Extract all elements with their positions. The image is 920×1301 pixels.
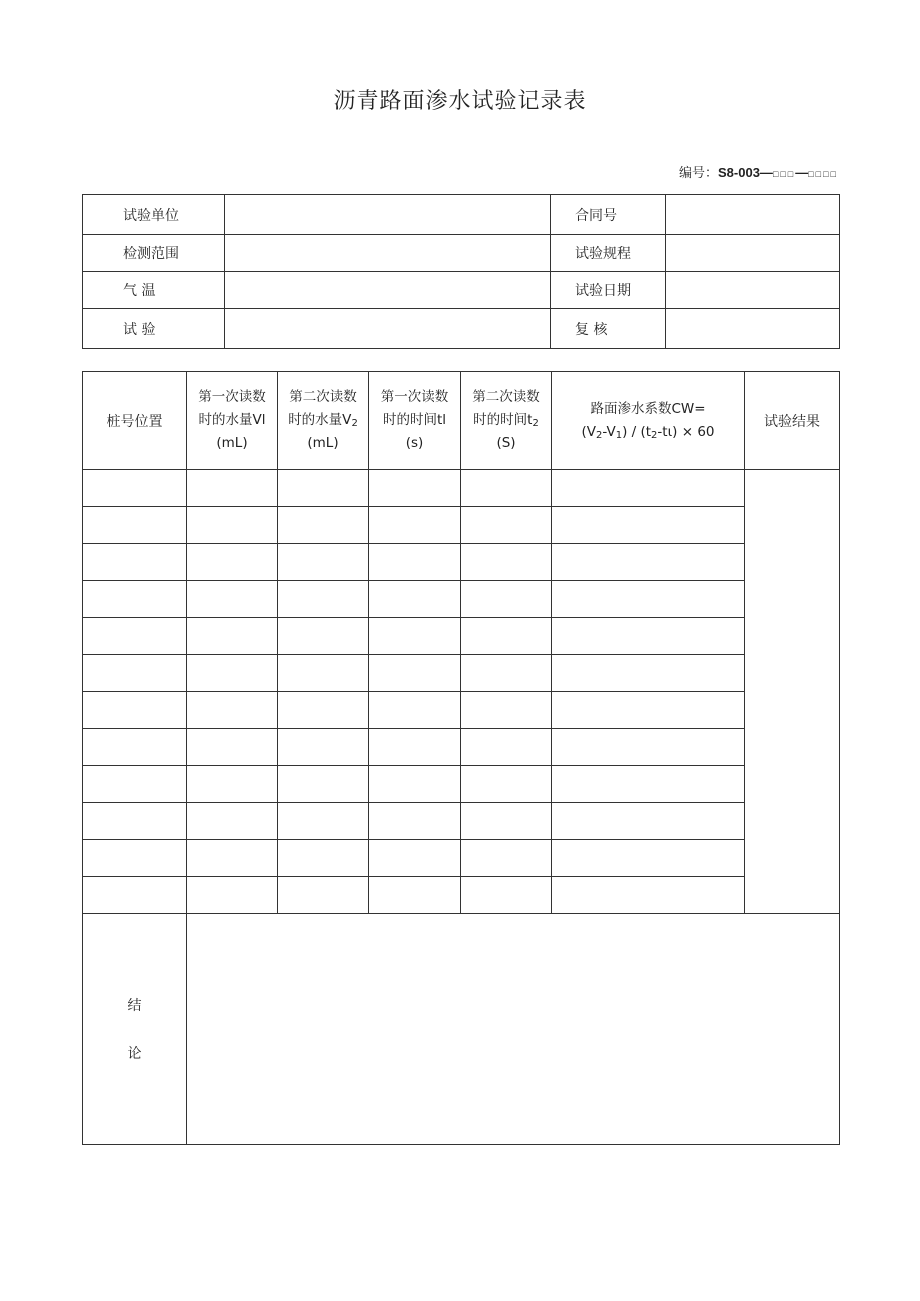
cw-cell[interactable] (552, 507, 745, 544)
data-table (82, 371, 840, 1145)
v1-cell[interactable] (187, 803, 278, 840)
cw-p1: (V (581, 423, 596, 440)
v1-cell[interactable] (187, 729, 278, 766)
t2-cell[interactable] (461, 840, 552, 877)
date-field[interactable] (666, 272, 840, 309)
col-cw-formula (552, 421, 744, 444)
t1-cell[interactable] (369, 877, 461, 914)
t1-cell[interactable] (369, 840, 461, 877)
col-v2-line3: (mL) (307, 435, 339, 451)
temp-field[interactable] (225, 272, 551, 309)
conclusion-char-1: 结 (127, 998, 142, 1014)
col-v2-sub: 2 (351, 418, 358, 429)
t1-cell[interactable] (369, 470, 461, 507)
contract-field[interactable] (666, 195, 840, 235)
v2-cell[interactable] (278, 729, 369, 766)
cw-cell[interactable] (552, 840, 745, 877)
col-v1-line2: 时的水量Vl (198, 412, 266, 428)
col-v2-line2-text: 时的水量V (288, 412, 352, 428)
col-v1-line3: (mL) (216, 435, 248, 451)
col-v2-line2 (278, 409, 368, 432)
v1-cell[interactable] (187, 840, 278, 877)
t2-cell[interactable] (461, 507, 552, 544)
v1-cell[interactable] (187, 877, 278, 914)
t2-cell[interactable] (461, 766, 552, 803)
col-t1-line3: (s) (405, 435, 424, 451)
t1-cell[interactable] (369, 803, 461, 840)
table-row (83, 544, 840, 581)
conclusion-char-2: 论 (127, 1046, 142, 1062)
code-separator: — (795, 165, 809, 180)
col-t1-line1: 第一次读数 (380, 389, 449, 405)
cw-p3: ) / (t (622, 423, 652, 440)
cw-cell[interactable] (552, 803, 745, 840)
cw-cell[interactable] (552, 618, 745, 655)
station-cell[interactable] (83, 507, 187, 544)
table-row (83, 766, 840, 803)
t1-cell[interactable] (369, 544, 461, 581)
t1-cell[interactable] (369, 655, 461, 692)
col-t2-sub: 2 (532, 418, 539, 429)
col-t2-line2-text: 时的时间t (473, 412, 533, 428)
station-cell[interactable] (83, 544, 187, 581)
t2-cell[interactable] (461, 803, 552, 840)
station-cell[interactable] (83, 840, 187, 877)
v2-cell[interactable] (278, 692, 369, 729)
code-number: S8-003— (718, 165, 773, 180)
t1-cell[interactable] (369, 692, 461, 729)
table-row (83, 655, 840, 692)
table-row (83, 692, 840, 729)
col-cw-line1: 路面渗水系数CW= (590, 400, 706, 417)
review-label: 复 核 (551, 309, 666, 349)
cw-s3: 2 (651, 429, 658, 441)
col-t2-line3: (S) (496, 435, 516, 451)
v1-cell[interactable] (187, 766, 278, 803)
station-cell[interactable] (83, 692, 187, 729)
v2-cell[interactable] (278, 581, 369, 618)
t1-cell[interactable] (369, 581, 461, 618)
conclusion-field[interactable] (187, 914, 840, 1145)
t2-cell[interactable] (461, 729, 552, 766)
v1-cell[interactable] (187, 470, 278, 507)
conclusion-label (83, 914, 187, 1145)
result-cell[interactable] (745, 470, 840, 914)
cw-p2: -V (602, 423, 616, 440)
temp-label: 气 温 (83, 272, 225, 309)
col-v1-line1: 第一次读数 (198, 389, 266, 405)
col-v1 (187, 372, 278, 470)
contract-label: 合同号 (551, 195, 666, 235)
v2-cell[interactable] (278, 544, 369, 581)
cw-cell[interactable] (552, 766, 745, 803)
code-boxes-2: □□□□ (808, 169, 838, 179)
t1-cell[interactable] (369, 766, 461, 803)
table-row (83, 803, 840, 840)
cw-cell[interactable] (552, 729, 745, 766)
info-table (82, 194, 840, 349)
range-field[interactable] (225, 235, 551, 272)
page-title: 沥青路面渗水试验记录表 (333, 89, 587, 114)
t2-cell[interactable] (461, 618, 552, 655)
station-cell[interactable] (83, 729, 187, 766)
v1-cell[interactable] (187, 692, 278, 729)
cw-s1: 2 (596, 429, 603, 441)
v2-cell[interactable] (278, 507, 369, 544)
v1-cell[interactable] (187, 544, 278, 581)
table-row (83, 470, 840, 507)
col-t1 (369, 372, 461, 470)
test-field[interactable] (225, 309, 551, 349)
table-row (83, 618, 840, 655)
unit-field[interactable] (225, 195, 551, 235)
cw-cell[interactable] (552, 470, 745, 507)
table-row (83, 877, 840, 914)
station-cell[interactable] (83, 618, 187, 655)
col-t2-line2 (461, 409, 551, 432)
t1-cell[interactable] (369, 618, 461, 655)
t2-cell[interactable] (461, 655, 552, 692)
table-row (83, 729, 840, 766)
v2-cell[interactable] (278, 803, 369, 840)
col-t2 (461, 372, 552, 470)
col-cw (552, 372, 745, 470)
station-cell[interactable] (83, 581, 187, 618)
station-cell[interactable] (83, 470, 187, 507)
cw-cell[interactable] (552, 655, 745, 692)
spec-field[interactable] (666, 235, 840, 272)
test-label: 试 验 (83, 309, 225, 349)
v2-cell[interactable] (278, 877, 369, 914)
col-t1-line2: 时的时间tl (382, 412, 447, 428)
code-boxes-1: □□□ (772, 169, 796, 179)
form-code (679, 162, 838, 181)
cw-cell[interactable] (552, 581, 745, 618)
v2-cell[interactable] (278, 470, 369, 507)
col-station: 桩号位置 (83, 372, 187, 470)
v1-cell[interactable] (187, 655, 278, 692)
t2-cell[interactable] (461, 544, 552, 581)
col-result: 试验结果 (745, 372, 840, 470)
t2-cell[interactable] (461, 877, 552, 914)
col-v2-line1: 第二次读数 (289, 389, 357, 405)
cw-cell[interactable] (552, 877, 745, 914)
cw-cell[interactable] (552, 544, 745, 581)
col-v2 (278, 372, 369, 470)
spec-label: 试验规程 (551, 235, 666, 272)
table-row (83, 507, 840, 544)
unit-label: 试验单位 (83, 195, 225, 235)
v1-cell[interactable] (187, 581, 278, 618)
t2-cell[interactable] (461, 581, 552, 618)
review-field[interactable] (666, 309, 840, 349)
code-label: 编号： (679, 165, 719, 180)
table-row (83, 840, 840, 877)
station-cell[interactable] (83, 877, 187, 914)
v2-cell[interactable] (278, 618, 369, 655)
cw-cell[interactable] (552, 692, 745, 729)
t2-cell[interactable] (461, 470, 552, 507)
t2-cell[interactable] (461, 692, 552, 729)
table-row (83, 581, 840, 618)
conclusion-row (83, 914, 840, 1145)
v1-cell[interactable] (187, 507, 278, 544)
header-row (83, 372, 840, 470)
date-label: 试验日期 (551, 272, 666, 309)
station-cell[interactable] (83, 803, 187, 840)
range-label: 检测范围 (83, 235, 225, 272)
data-rows (83, 470, 840, 914)
col-t2-line1: 第二次读数 (472, 389, 540, 405)
v1-cell[interactable] (187, 618, 278, 655)
t1-cell[interactable] (369, 507, 461, 544)
cw-p4: -tι) × 60 (657, 423, 715, 440)
station-cell[interactable] (83, 655, 187, 692)
station-cell[interactable] (83, 766, 187, 803)
v2-cell[interactable] (278, 655, 369, 692)
v2-cell[interactable] (278, 840, 369, 877)
v2-cell[interactable] (278, 766, 369, 803)
t1-cell[interactable] (369, 729, 461, 766)
cw-s2: 1 (615, 429, 623, 441)
